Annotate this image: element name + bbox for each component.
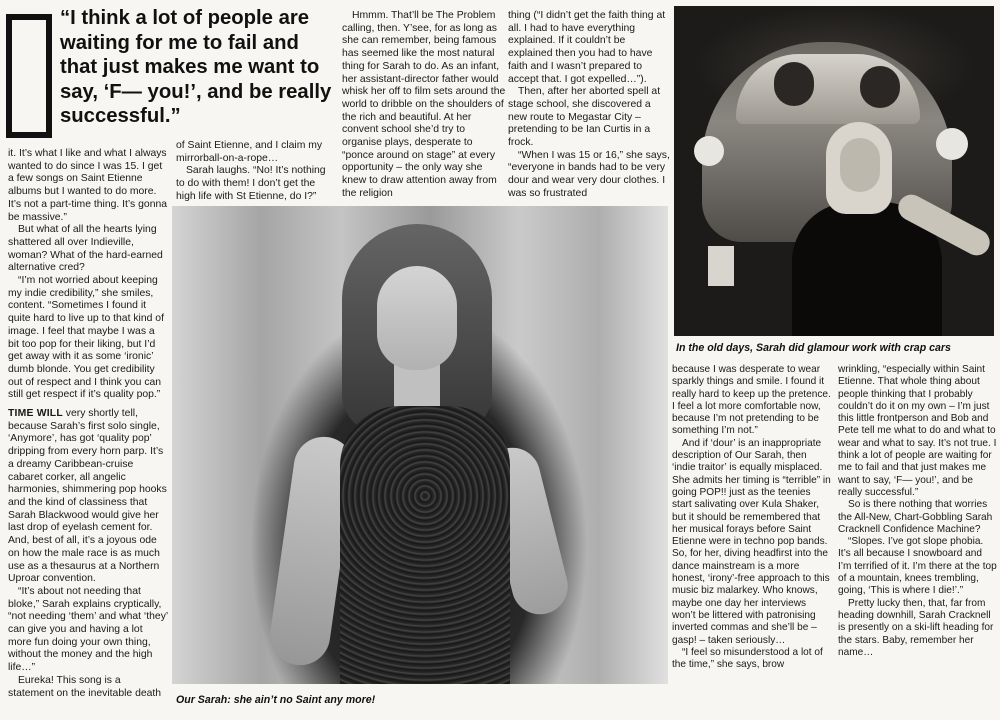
photo-headlamp	[936, 128, 968, 160]
column-3	[342, 10, 506, 204]
col1-paragraph: “It’s about not needing that bloke,” Sarah explains cryptically, “not needing ‘them’ and what ‘they’ can give you and having a lot more fun doing your own thing, without the money and the high life…”	[8, 585, 168, 674]
col4-paragraph: “When I was 15 or 16,” she says, “everyone in bands had to be very dour and wear very dour clothes. I was so frustrated	[508, 149, 670, 199]
col6-paragraph: So is there nothing that worries the All-New, Chart-Gobbling Sarah Cracknell Confidence Machine?	[838, 499, 993, 535]
col4-paragraph: Then, after her aborted spell at stage school, she discovered a new route to Megastar City – pretending to be Ian Curtis in a frock.	[508, 86, 661, 149]
col1-paragraph	[8, 408, 168, 586]
column-1	[8, 148, 168, 720]
photo-passenger	[860, 66, 900, 108]
col1-paragraph: Eureka! This song is a statement on the inevitable death	[8, 674, 162, 699]
col2-paragraph: Sarah laughs. “No! It’s nothing to do with them! I don’t get the high life with St Etienne, do I?”	[176, 165, 326, 202]
col6-paragraph: “Slopes. I’ve got slope phobia. It’s all because I snowboard and I’m terrified of it. I’m there at the top of a mountain, knees trembling, going, ‘This is where I die!’.”	[838, 536, 997, 597]
col5-paragraph: because I was desperate to wear sparkly things and smile. I found it really hard to keep up the pretence. I feel a lot more comfortable now, because I’m not pretending to be something I’m not.”	[672, 364, 831, 437]
car-photo-caption: In the old days, Sarah did glamour work with crap cars	[676, 342, 951, 354]
section-kicker: TIME WILL	[8, 408, 63, 420]
photo-passenger	[774, 62, 814, 106]
photo-plate	[708, 246, 734, 286]
col6-paragraph: wrinkling, “especially within Saint Etienne. That whole thing about people thinking that I probably couldn’t do it on my own – I’m just this little frontperson and Bob and Pete tell me what to do and what to wear and what to say. It’s not true. I think a lot of people are waiting for me to fail and that just makes me want to say, ‘F— you!’, and be really successful.”	[838, 364, 997, 498]
col1-paragraph: it. It’s what I like and what I always wanted to do since I was 15. I get a few songs on Saint Etienne albums but I wanted to do more. It’s not a part-time thing. It’s gonna be massive.”	[8, 148, 168, 223]
main-photo-caption: Our Sarah: she ain’t no Saint any more!	[176, 694, 376, 706]
column-4	[508, 10, 670, 204]
column-5	[672, 364, 832, 716]
main-photo	[172, 206, 668, 684]
pull-quote-bar	[6, 14, 52, 138]
col2-paragraph: of Saint Etienne, and I claim my mirrorball-on-a-rope…	[176, 140, 323, 164]
pull-quote: “I think a lot of people are waiting for me to fail and that just makes me want to say, ‘F— you!’, and be really successful.”	[60, 7, 332, 128]
col1-text: very shortly tell, because Sarah’s first solo single, ‘Anymore’, has got ‘quality pop’ dripping from every horn parp. It’s a dreamy Caribbean-cruise cabaret corker, all angelic harmonies, shimmering pop hooks and the kind of classiness that Sarah Blackwood would give her last drop of eyelash cement for. And, best of all, it’s a joyous ode on how the male race is as much use as a thesaurus at a Northern Uproar convention.	[8, 408, 167, 585]
photo-woman-face	[840, 138, 880, 192]
col5-paragraph: And if ‘dour’ is an inappropriate description of Our Sarah, then ‘indie traitor’ is equally misplaced. She admits her timing is “terrible” in going POP!! just as the teenies start salivating over Kula Shaker, but it should be remembered that her musical forays before Saint Etienne were in techno pop bands. So, for her, diving headfirst into the dance mainstream is a more honest, ‘irony’-free approach to this music biz malarkey. Who knows, maybe one day her interviews won’t be littered with patronising inverted commas and she’ll be – gasp! – taken seriously…	[672, 437, 831, 646]
col5-paragraph: “I feel so misunderstood a lot of the time,” she says, brow	[672, 646, 823, 671]
col1-paragraph: “I’m not worried about keeping my indie credibility,” she smiles, content. “Sometimes I found it quite hard to live up to that kind of image. I feel that maybe I was a bit too pop for their liking, but I’d get away with it as some ‘ironic’ dumb blonde. You get credibility out of respect and I think you can still get respect if it’s quality pop.”	[8, 275, 164, 401]
col3-paragraph: Hmmm. That’ll be The Problem calling, then. Y’see, for as long as she can remember, being famous has seemed like the most natural thing for Sarah to do. As an infant, her assistant-director father would whisk her off to film sets around the world to dribble on the shoulders of the rich and beautiful. At her convent school she’d try to organise plays, desperate to “ponce around on stage” at every opportunity – the only way she knew to draw attention away from the religion	[342, 10, 506, 199]
photo-dress	[340, 406, 510, 684]
column-6	[838, 364, 998, 716]
car-photo	[674, 6, 994, 336]
photo-face	[377, 266, 457, 370]
photo-headlamp	[694, 136, 724, 166]
col1-paragraph: But what of all the hearts lying shattered all over Indieville, woman? What of the hard-earned alternative cred?	[8, 224, 163, 274]
column-2	[176, 140, 336, 204]
col4-paragraph: thing (“I didn’t get the faith thing at all. I had to have everything explained. If it couldn’t be explained then you had to have faith and I wasn’t prepared to accept that. I got expelled…”).	[508, 10, 666, 85]
col6-paragraph: Pretty lucky then, that, far from heading downhill, Sarah Cracknell is presently on a ski-lift heading for the stars. Baby, remember her name…	[838, 597, 994, 658]
